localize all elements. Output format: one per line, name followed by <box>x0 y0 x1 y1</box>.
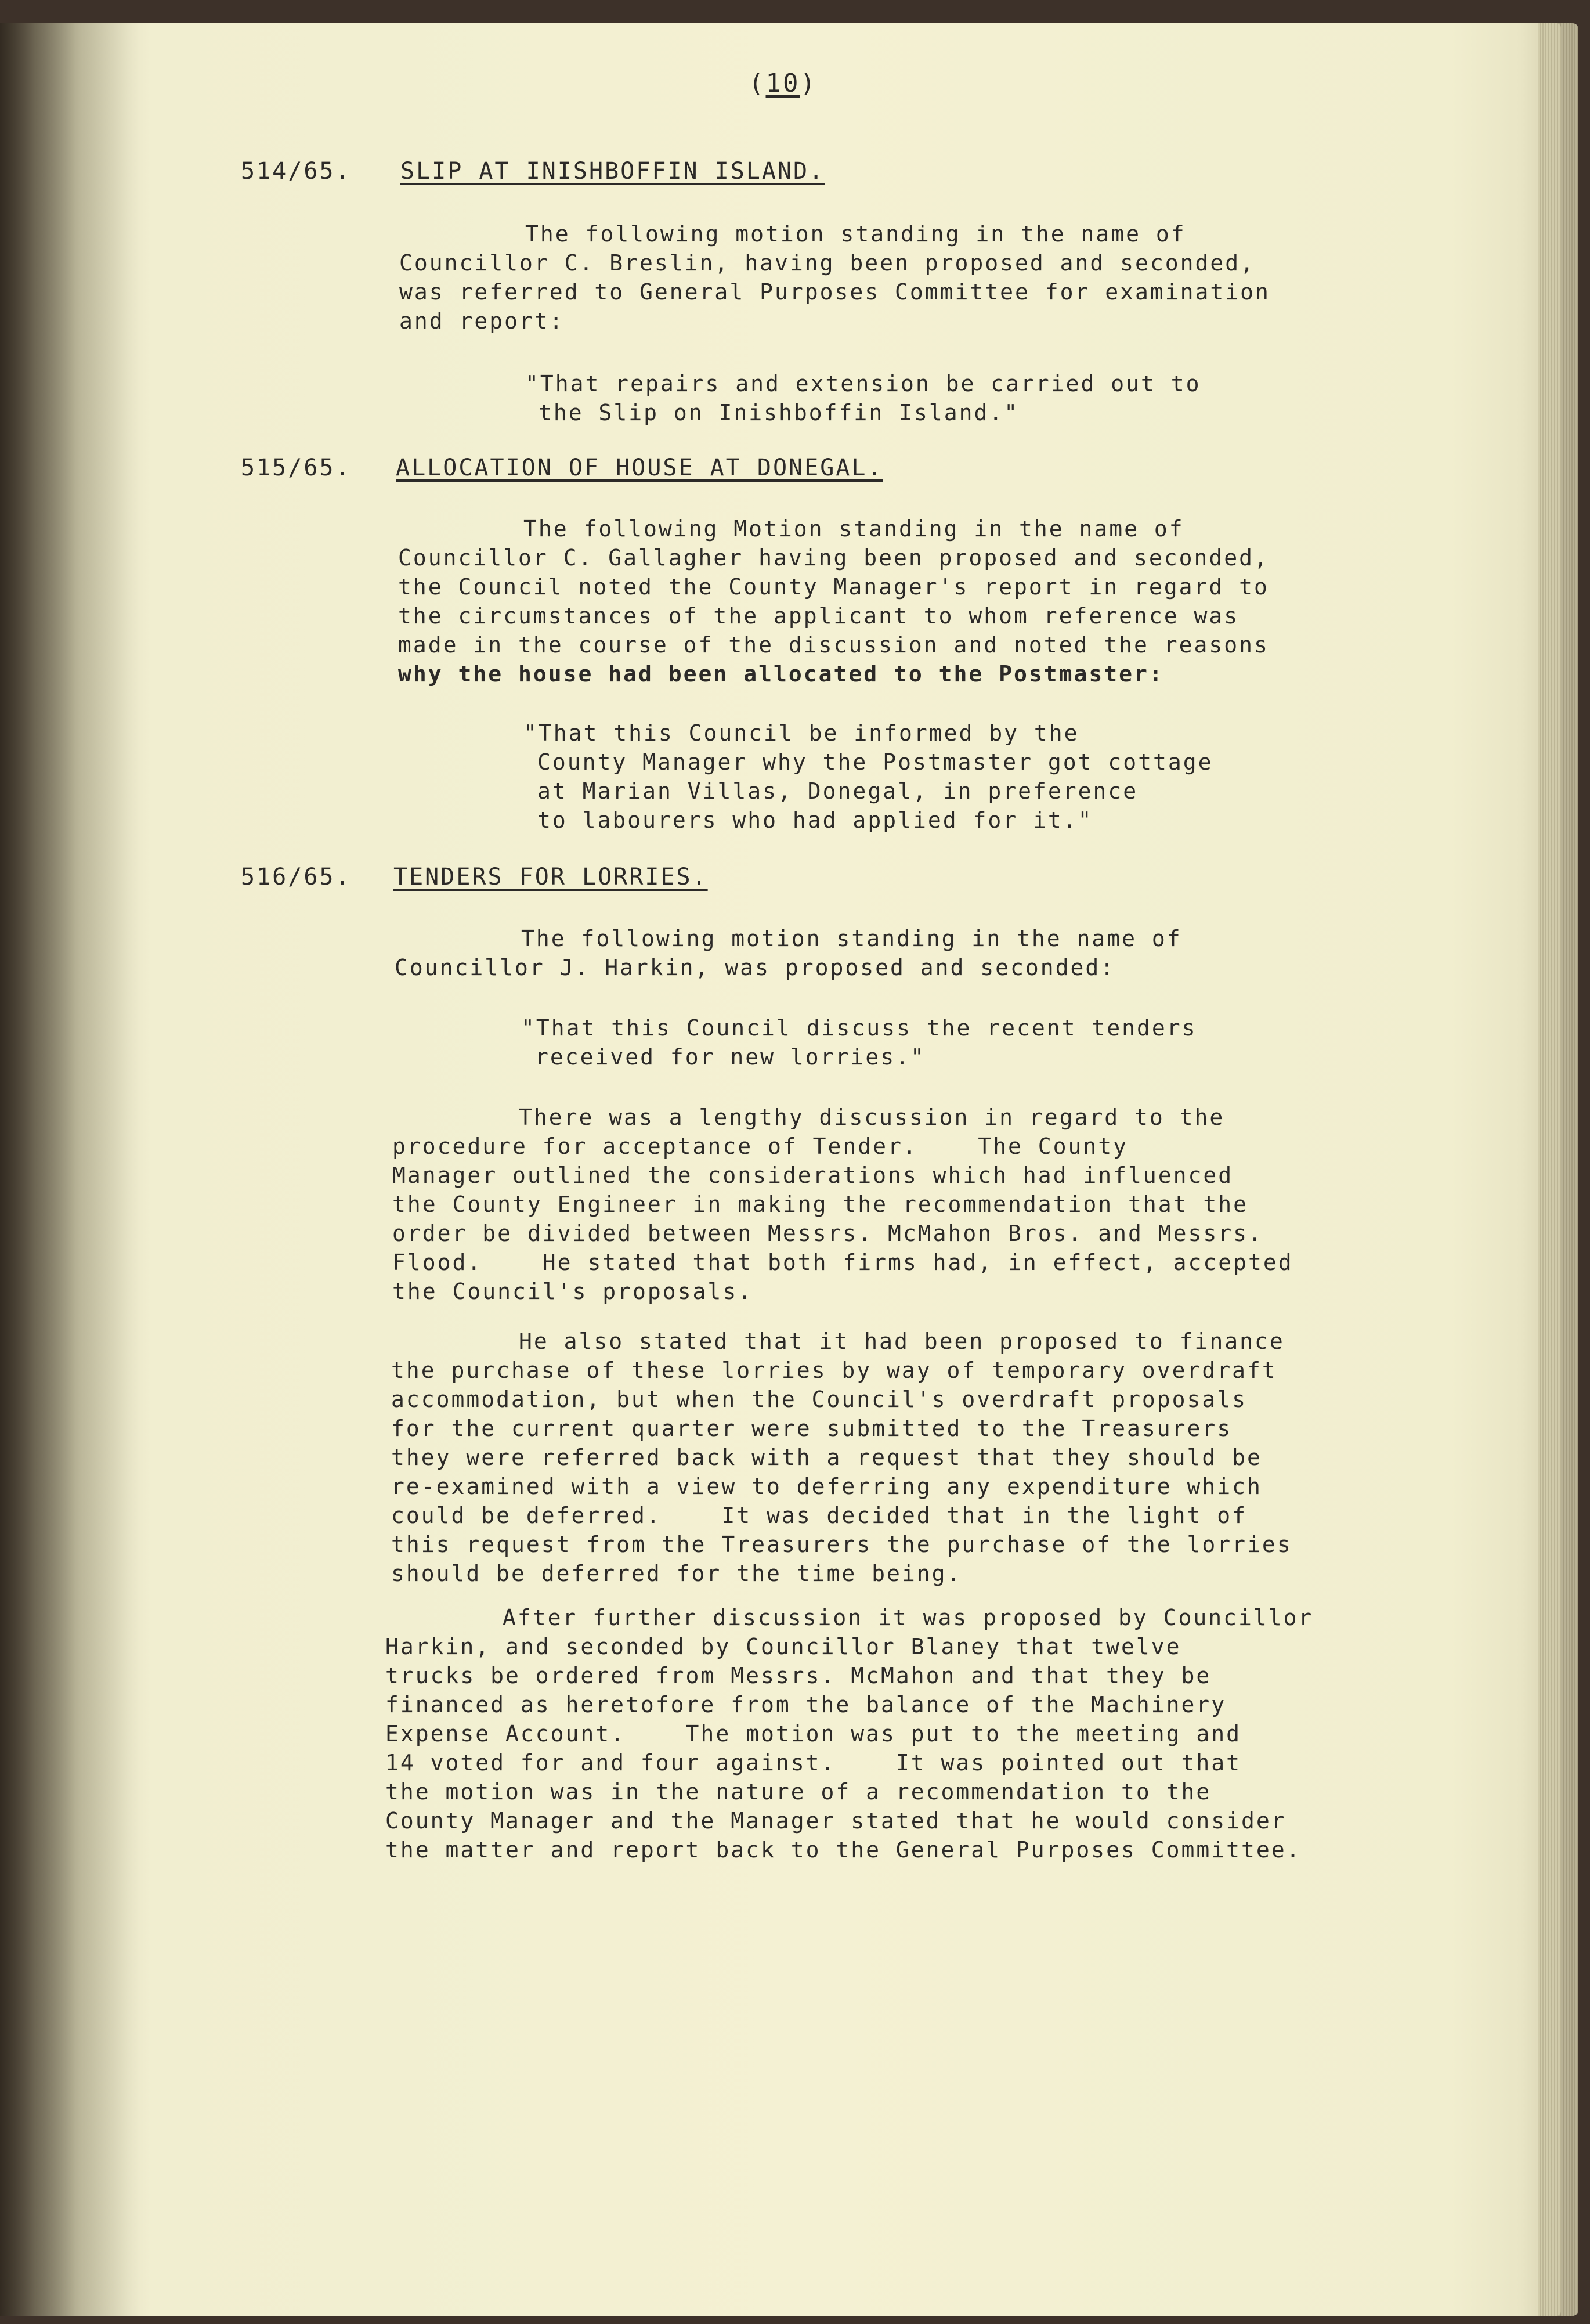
minute-number: 514/65. <box>241 158 351 185</box>
body-line: could be deferred. It was decided that in the light of <box>391 1503 1248 1528</box>
quote-line: at Marian Villas, Donegal, in preference <box>537 778 1139 804</box>
body-line: Expense Account. The motion was put to the meeting and <box>385 1721 1242 1746</box>
body-line: they were referred back with a request that they should be <box>391 1445 1262 1470</box>
body-line: County Manager and the Manager stated that he would consider <box>385 1808 1287 1834</box>
body-line: the matter and report back to the General Purposes Committee. <box>385 1837 1302 1863</box>
body-line: should be deferred for the time being. <box>391 1561 962 1586</box>
body-line: 14 voted for and four against. It was pointed out that <box>385 1750 1242 1776</box>
quote-line: the Slip on Inishboffin Island." <box>539 400 1020 425</box>
quote-line: received for new lorries." <box>535 1044 926 1070</box>
body-line: this request from the Treasurers the purchase of the lorries <box>391 1532 1292 1557</box>
body-line: procedure for acceptance of Tender. The County <box>392 1134 1129 1159</box>
quote-line: to labourers who had applied for it." <box>537 807 1093 833</box>
quote-line: "That repairs and extension be carried out to <box>525 371 1201 396</box>
body-line: re-examined with a view to deferring any expenditure which <box>391 1474 1262 1499</box>
paragraph-line: was referred to General Purposes Committee for examination <box>399 279 1270 305</box>
body-line: Harkin, and seconded by Councillor Blaney that twelve <box>385 1634 1181 1659</box>
body-line: Flood. He stated that both firms had, in effect, accepted <box>392 1250 1293 1275</box>
body-line: the motion was in the nature of a recommendation to the <box>385 1779 1212 1805</box>
paragraph-line: Councillor J. Harkin, was proposed and seconded: <box>395 955 1116 980</box>
body-line: the County Engineer in making the recommendation that the <box>392 1192 1249 1217</box>
body-line: trucks be ordered from Messrs. McMahon and that they be <box>385 1663 1212 1688</box>
paragraph-line: the circumstances of the applicant to whom reference was <box>398 603 1240 629</box>
body-line: accommodation, but when the Council's overdraft proposals <box>391 1387 1248 1412</box>
body-line: There was a lengthy discussion in regard to the <box>519 1105 1225 1130</box>
paragraph-line: why the house had been allocated to the Postmaster: <box>398 661 1164 687</box>
section-heading: TENDERS FOR LORRIES. <box>393 864 708 890</box>
body-line: After further discussion it was proposed by Councillor <box>503 1605 1314 1630</box>
page-number: (10) <box>749 68 817 98</box>
paragraph-line: made in the course of the discussion and noted the reasons <box>398 632 1269 658</box>
body-line: He also stated that it had been proposed to finance <box>519 1329 1285 1354</box>
paragraph-line: The following Motion standing in the name of <box>523 516 1184 542</box>
quote-line: "That this Council discuss the recent tenders <box>521 1015 1197 1041</box>
paragraph-line: the Council noted the County Manager's report in regard to <box>398 574 1269 600</box>
body-line: order be divided between Messrs. McMahon Bros. and Messrs. <box>392 1221 1263 1246</box>
section-heading: SLIP AT INISHBOFFIN ISLAND. <box>400 158 825 185</box>
paragraph-line: The following motion standing in the name of <box>521 926 1182 951</box>
minute-number: 516/65. <box>241 864 351 890</box>
paragraph-line: and report: <box>399 308 565 334</box>
body-line: the purchase of these lorries by way of temporary overdraft <box>391 1358 1277 1383</box>
page-number-value: 10 <box>765 68 800 98</box>
section-heading: ALLOCATION OF HOUSE AT DONEGAL. <box>396 454 883 481</box>
body-line: financed as heretofore from the balance of the Machinery <box>385 1692 1227 1717</box>
paragraph-line: Councillor C. Breslin, having been proposed and seconded, <box>399 250 1256 276</box>
paragraph-line: The following motion standing in the name of <box>525 221 1186 247</box>
quote-line: County Manager why the Postmaster got cottage <box>537 749 1213 775</box>
minute-number: 515/65. <box>241 454 351 481</box>
body-line: the Council's proposals. <box>392 1279 753 1304</box>
quote-line: "That this Council be informed by the <box>523 720 1079 746</box>
body-line: for the current quarter were submitted to the Treasurers <box>391 1416 1233 1441</box>
paragraph-line: Councillor C. Gallagher having been proposed and seconded, <box>398 545 1269 571</box>
body-line: Manager outlined the considerations which had influenced <box>392 1163 1234 1188</box>
